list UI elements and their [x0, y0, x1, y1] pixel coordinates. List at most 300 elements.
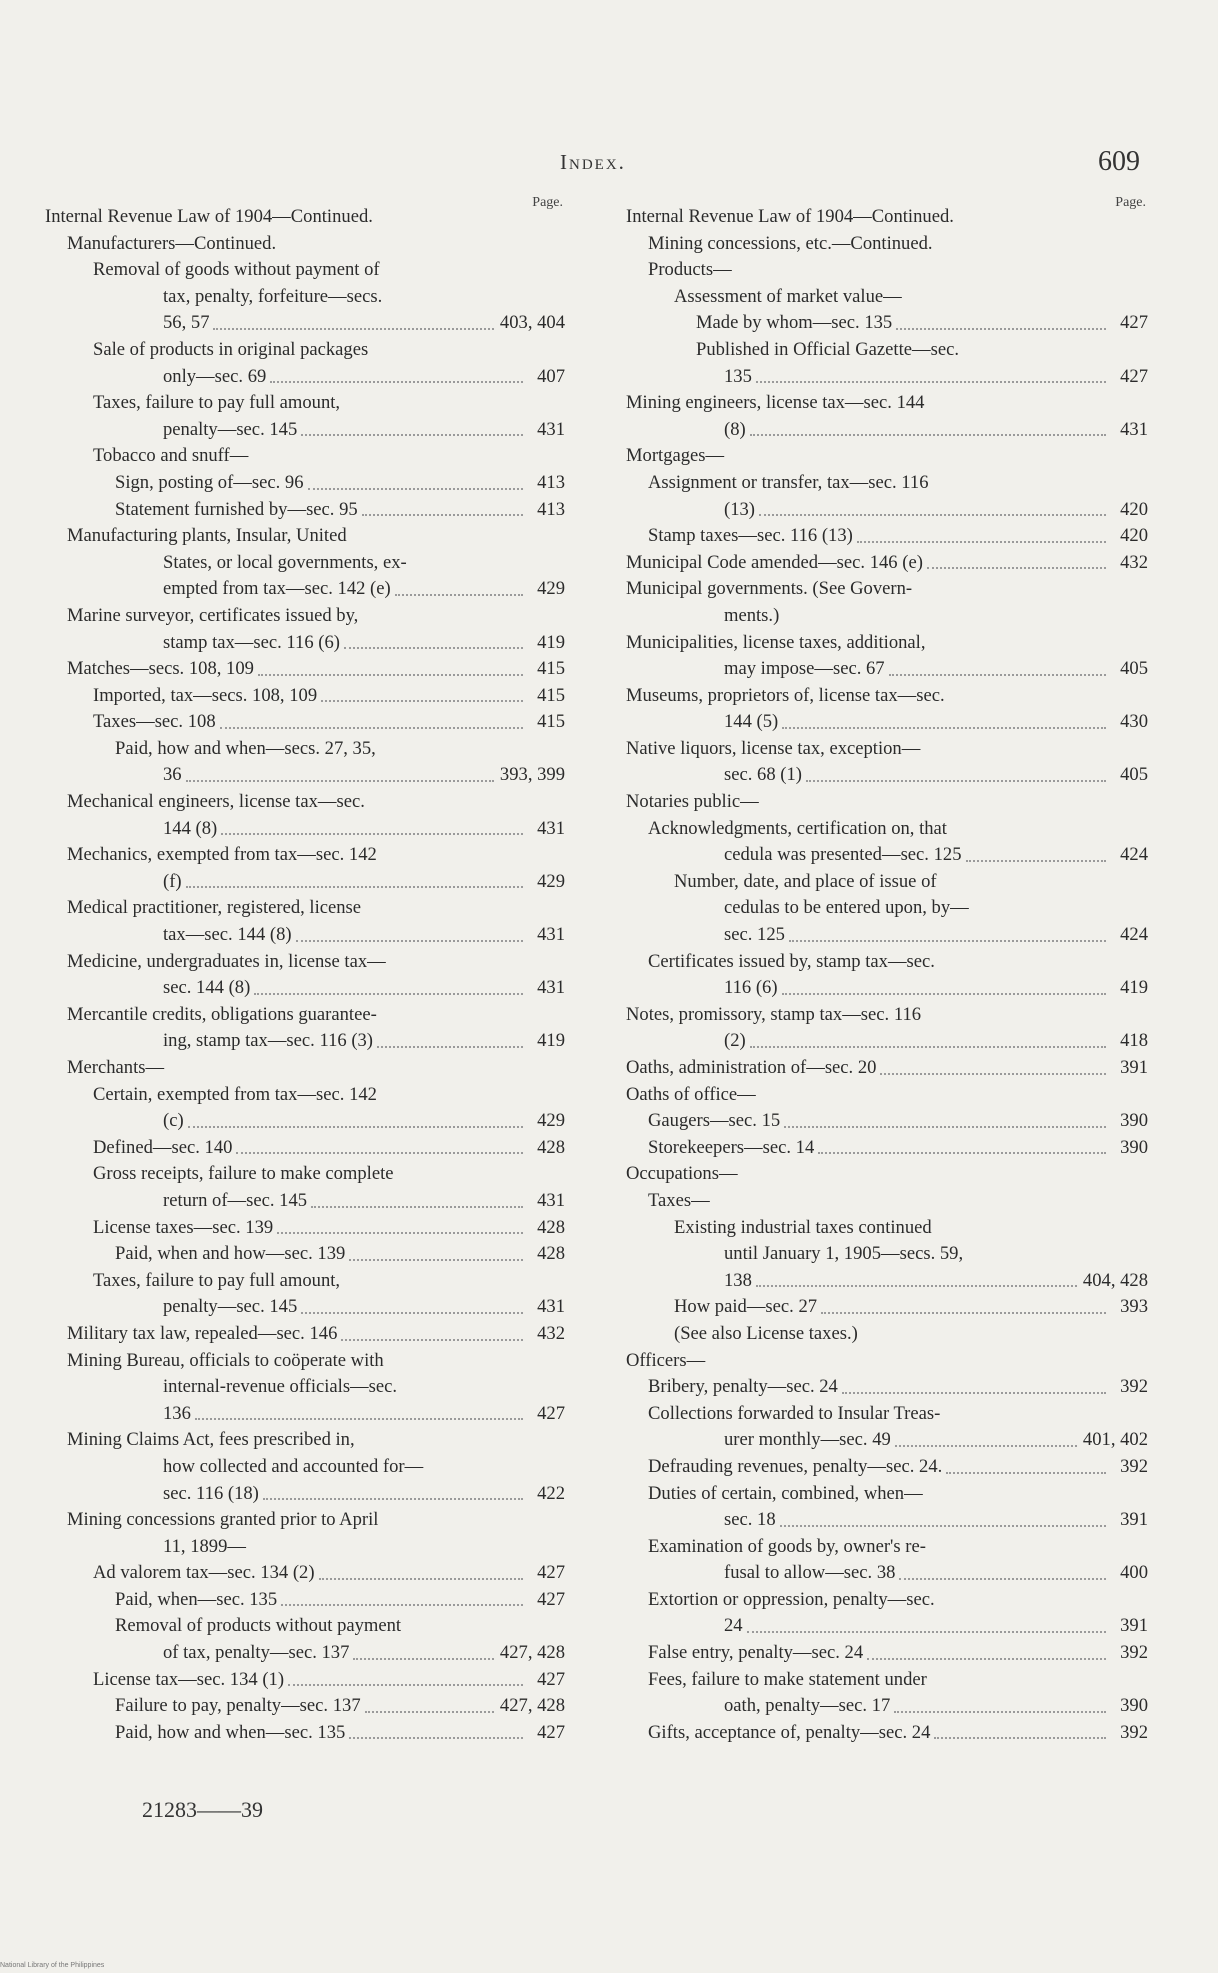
entry-page: 405 [1120, 658, 1148, 680]
entry-text: Merchants— [67, 1057, 165, 1078]
entry-text: Acknowledgments, certification on, that [648, 817, 947, 839]
entry-page: 432 [1120, 551, 1148, 573]
index-entry [45, 1640, 565, 1667]
index-entry [45, 337, 565, 364]
entry-text: Internal Revenue Law of 1904—Continued. [626, 206, 954, 227]
index-entry [626, 1268, 1148, 1295]
entry-text: Tobacco and snuff— [93, 445, 249, 467]
dot-leader [782, 993, 1106, 995]
entry-page: 431 [537, 924, 565, 946]
entry-text: Native liquors, license tax, exception— [626, 737, 921, 759]
index-entry [45, 1348, 565, 1375]
index-entry [45, 1427, 565, 1454]
entry-page: 420 [1120, 525, 1148, 547]
entry-page: 393 [1120, 1296, 1148, 1318]
dot-leader [894, 1711, 1106, 1713]
index-entry [626, 789, 1148, 816]
index-entry [626, 1401, 1148, 1428]
entry-text: Existing industrial taxes continued [674, 1216, 932, 1238]
entry-text: stamp tax—sec. 116 (6) [163, 631, 340, 653]
index-entry [45, 1108, 565, 1135]
entry-text: Paid, when and how—sec. 139 [115, 1243, 346, 1265]
index-column-right [626, 195, 1148, 1746]
index-entry [626, 1560, 1148, 1587]
index-entry [45, 1188, 565, 1215]
entry-text: Mining Claims Act, fees prescribed in, [67, 1429, 355, 1451]
index-entry [45, 949, 565, 976]
entry-text: Statement furnished by—sec. 95 [115, 498, 358, 520]
dot-leader [365, 1711, 494, 1713]
entry-text: sec. 68 (1) [724, 764, 802, 786]
dot-leader [747, 1631, 1106, 1633]
index-entry [626, 550, 1148, 577]
entry-page: 392 [1120, 1721, 1148, 1743]
index-entry [45, 1613, 565, 1640]
entry-text: Removal of products without payment [115, 1615, 402, 1637]
entry-text: Municipal Code amended—sec. 146 (e) [626, 551, 923, 573]
entry-text: Extortion or oppression, penalty—sec. [648, 1588, 935, 1610]
entry-text: Gaugers—sec. 15 [648, 1110, 781, 1132]
index-entry [45, 736, 565, 763]
index-entry [45, 1454, 565, 1481]
entry-text: of tax, penalty—sec. 137 [163, 1642, 350, 1664]
index-entry [45, 1055, 565, 1082]
entry-text: Defrauding revenues, penalty—sec. 24. [648, 1455, 943, 1477]
entry-text: sec. 125 [724, 924, 785, 946]
entry-page: 431 [1120, 418, 1148, 440]
dot-leader [220, 727, 523, 729]
entry-text: Mercantile credits, obligations guarantee- [67, 1003, 377, 1025]
entry-text: tax, penalty, forfeiture—secs. [163, 285, 383, 307]
index-entry [626, 603, 1148, 630]
dot-leader [349, 1259, 523, 1261]
entry-page: 393, 399 [499, 764, 565, 786]
entry-text: License taxes—sec. 139 [93, 1216, 274, 1238]
entry-text: Museums, proprietors of, license tax—sec. [626, 684, 945, 706]
dot-leader [782, 727, 1106, 729]
entry-text: only—sec. 69 [163, 365, 267, 387]
entry-page: 392 [1120, 1642, 1148, 1664]
dot-leader [288, 1684, 523, 1686]
dot-leader [195, 1418, 523, 1420]
entry-text: 24 [724, 1615, 743, 1637]
index-entry [626, 1241, 1148, 1268]
dot-leader [756, 381, 1106, 383]
index-entry [45, 1135, 565, 1162]
entry-page: 391 [1120, 1057, 1148, 1078]
index-entry [45, 975, 565, 1002]
index-entry [45, 1215, 565, 1242]
dot-leader [946, 1472, 1106, 1474]
entry-text: (f) [163, 870, 182, 892]
dot-leader [258, 674, 523, 676]
index-entry [45, 630, 565, 657]
entry-text: Municipal governments. (See Govern- [626, 578, 913, 600]
entry-page: 431 [537, 977, 565, 999]
dot-leader [842, 1392, 1106, 1394]
index-entry [45, 497, 565, 524]
entry-page: 390 [1120, 1110, 1148, 1132]
entry-text: Occupations— [626, 1163, 738, 1185]
entry-page: 427 [537, 1402, 565, 1424]
entry-text: Paid, how and when—secs. 27, 35, [115, 737, 376, 759]
entry-text: Mechanical engineers, license tax—sec. [67, 791, 365, 813]
entry-page: 430 [1120, 711, 1148, 733]
index-entry [626, 390, 1148, 417]
index-entry [626, 284, 1148, 311]
index-entry [626, 975, 1148, 1002]
index-entry [626, 1108, 1148, 1135]
entry-text: Manufacturers—Continued. [67, 232, 277, 254]
dot-leader [321, 700, 523, 702]
index-entry [45, 364, 565, 391]
entry-page: 407 [537, 365, 565, 387]
index-entry [626, 709, 1148, 736]
dot-leader [186, 780, 494, 782]
dot-leader [281, 1604, 523, 1606]
index-entry [45, 1002, 565, 1029]
index-entry [45, 869, 565, 896]
index-entry [626, 1161, 1148, 1188]
entry-text: 144 (8) [163, 817, 218, 839]
index-entry [45, 1374, 565, 1401]
entry-text: Manufacturing plants, Insular, United [67, 525, 347, 547]
entry-text: Military tax law, repealed—sec. 146 [67, 1322, 338, 1344]
entry-text: return of—sec. 145 [163, 1189, 308, 1211]
entry-text: sec. 144 (8) [163, 977, 251, 999]
index-entry [45, 1028, 565, 1055]
index-entry [45, 1321, 565, 1348]
index-entry [626, 231, 1148, 258]
dot-leader [934, 1737, 1106, 1739]
index-entry [45, 1481, 565, 1508]
index-entry [626, 1720, 1148, 1747]
index-entry [626, 949, 1148, 976]
index-entry [626, 337, 1148, 364]
dot-leader [899, 1578, 1106, 1580]
index-entry [45, 443, 565, 470]
index-entry [626, 1294, 1148, 1321]
entry-text: Defined—sec. 140 [93, 1136, 233, 1158]
dot-leader [221, 833, 523, 835]
entry-text: Notaries public— [626, 791, 759, 813]
entry-text: Taxes— [648, 1189, 710, 1211]
dot-leader [966, 860, 1107, 862]
entry-text: Sale of products in original packages [93, 338, 369, 360]
dot-leader [311, 1206, 523, 1208]
entry-text: Examination of goods by, owner's re- [648, 1535, 926, 1557]
index-entry [626, 310, 1148, 337]
index-entry [45, 1161, 565, 1188]
index-entry [626, 1002, 1148, 1029]
entry-text: penalty—sec. 145 [163, 418, 298, 440]
index-entry [45, 842, 565, 869]
index-entry [626, 1188, 1148, 1215]
dot-leader [395, 594, 523, 596]
entry-page: 427 [537, 1562, 565, 1584]
entry-text: Made by whom—sec. 135 [696, 312, 893, 334]
dot-leader [377, 1046, 523, 1048]
page-column-label: Page. [1115, 195, 1146, 210]
index-entry [45, 523, 565, 550]
dot-leader [362, 514, 523, 516]
entry-page: 390 [1120, 1136, 1148, 1158]
dot-leader [756, 1285, 1077, 1287]
index-entry [626, 1055, 1148, 1082]
index-entry [626, 656, 1148, 683]
entry-text: False entry, penalty—sec. 24 [648, 1642, 864, 1664]
dot-leader [857, 541, 1106, 543]
page-column-label: Page. [532, 195, 563, 210]
entry-page: 431 [537, 418, 565, 440]
entry-text: Medicine, undergraduates in, license tax— [67, 950, 386, 972]
index-column-left [45, 195, 565, 1746]
entry-text: (13) [724, 498, 755, 520]
index-entry [45, 1534, 565, 1561]
entry-text: (8) [724, 418, 746, 440]
index-entry [626, 895, 1148, 922]
dot-leader [895, 1445, 1077, 1447]
entry-text: urer monthly—sec. 49 [724, 1429, 891, 1451]
entry-text: (c) [163, 1110, 184, 1132]
page-header [0, 146, 1218, 186]
entry-page: 415 [537, 711, 565, 733]
index-entry [626, 1667, 1148, 1694]
entry-text: Gross receipts, failure to make complete [93, 1163, 394, 1185]
entry-text: oath, penalty—sec. 17 [724, 1695, 891, 1717]
entry-text: 138 [724, 1269, 752, 1291]
dot-leader [341, 1339, 523, 1341]
index-entry [626, 1534, 1148, 1561]
index-entry [45, 390, 565, 417]
index-entry [626, 1481, 1148, 1508]
entry-text: (See also License taxes.) [674, 1322, 858, 1344]
entry-page: 427 [537, 1721, 565, 1743]
entry-page: 392 [1120, 1455, 1148, 1477]
entry-page: 392 [1120, 1376, 1148, 1398]
dot-leader [188, 1126, 523, 1128]
entry-text: 135 [724, 365, 752, 387]
footer-note: National Library of the Philippines [0, 1962, 105, 1969]
index-entry [626, 1693, 1148, 1720]
entry-text: Paid, how and when—sec. 135 [115, 1721, 346, 1743]
dot-leader [319, 1578, 523, 1580]
index-entry [626, 1427, 1148, 1454]
index-entry [45, 310, 565, 337]
dot-leader [880, 1073, 1106, 1075]
entry-text: Notes, promissory, stamp tax—sec. 116 [626, 1003, 922, 1025]
entry-text: Taxes, failure to pay full amount, [93, 1269, 341, 1291]
entry-text: Assessment of market value— [674, 285, 902, 307]
dot-leader [263, 1498, 523, 1500]
index-entry [626, 630, 1148, 657]
entry-page: 404, 428 [1082, 1269, 1148, 1291]
index-entry [626, 1028, 1148, 1055]
entry-text: cedula was presented—sec. 125 [724, 844, 962, 866]
index-entry [45, 1241, 565, 1268]
entry-text: Published in Official Gazette—sec. [696, 338, 959, 360]
index-entry [626, 1321, 1148, 1348]
entry-text: Taxes, failure to pay full amount, [93, 392, 341, 414]
entry-text: Collections forwarded to Insular Treas- [648, 1402, 941, 1424]
dot-leader [186, 886, 523, 888]
entry-text: fusal to allow—sec. 38 [724, 1562, 896, 1584]
index-entry [626, 1640, 1148, 1667]
index-entry [45, 816, 565, 843]
entry-text: sec. 116 (18) [163, 1482, 259, 1504]
dot-leader [896, 328, 1106, 330]
dot-leader [821, 1312, 1106, 1314]
entry-text: Officers— [626, 1349, 706, 1371]
dot-leader [927, 567, 1106, 569]
index-entry [626, 576, 1148, 603]
entry-page: 424 [1120, 844, 1148, 866]
entry-text: 36 [163, 764, 182, 786]
dot-leader [750, 434, 1106, 436]
entry-text: States, or local governments, ex- [163, 551, 407, 573]
entry-text: Number, date, and place of issue of [674, 870, 937, 892]
index-entry [45, 550, 565, 577]
dot-leader [270, 381, 523, 383]
entry-text: Mortgages— [626, 445, 725, 467]
entry-text: License tax—sec. 134 (1) [93, 1668, 285, 1690]
entry-text: Matches—secs. 108, 109 [67, 658, 254, 680]
entry-page: 390 [1120, 1695, 1148, 1717]
dot-leader [780, 1525, 1106, 1527]
entry-text: Duties of certain, combined, when— [648, 1482, 923, 1504]
entry-page: 427, 428 [499, 1642, 565, 1664]
entry-text: Removal of goods without payment of [93, 259, 380, 281]
entry-page: 427 [1120, 365, 1148, 387]
entry-page: 419 [537, 631, 565, 653]
index-entry [626, 1454, 1148, 1481]
entry-text: Marine surveyor, certificates issued by, [67, 604, 359, 626]
entry-page: 431 [537, 817, 565, 839]
index-entry [45, 1507, 565, 1534]
index-entry [45, 470, 565, 497]
entry-text: Gifts, acceptance of, penalty—sec. 24 [648, 1721, 931, 1743]
entry-text: Mechanics, exempted from tax—sec. 142 [67, 844, 377, 866]
running-title: Index. [560, 150, 626, 174]
dot-leader [353, 1658, 494, 1660]
entry-text: internal-revenue officials—sec. [163, 1376, 398, 1398]
entry-text: Mining concessions granted prior to April [67, 1509, 379, 1531]
dot-leader [789, 940, 1106, 942]
entry-text: Assignment or transfer, tax—sec. 116 [648, 471, 929, 493]
entry-text: Sign, posting of—sec. 96 [115, 471, 304, 493]
entry-page: 413 [537, 498, 565, 520]
index-entry [626, 1587, 1148, 1614]
index-entry [45, 1693, 565, 1720]
entry-page: 401, 402 [1082, 1429, 1148, 1451]
entry-text: tax—sec. 144 (8) [163, 924, 292, 946]
index-entry [626, 762, 1148, 789]
entry-page: 429 [537, 1110, 565, 1132]
dot-leader [277, 1232, 523, 1234]
entry-text: Paid, when—sec. 135 [115, 1588, 278, 1610]
index-entry [626, 497, 1148, 524]
index-entry [45, 1268, 565, 1295]
index-entry [626, 816, 1148, 843]
index-entry [626, 869, 1148, 896]
entry-page: 427 [537, 1588, 565, 1610]
dot-leader [213, 328, 493, 330]
entry-page: 413 [537, 471, 565, 493]
entry-text: Ad valorem tax—sec. 134 (2) [93, 1562, 315, 1584]
dot-leader [750, 1046, 1106, 1048]
index-entry [45, 1082, 565, 1109]
index-entry [45, 1560, 565, 1587]
entry-page: 428 [537, 1216, 565, 1238]
entry-text: sec. 18 [724, 1509, 776, 1531]
entry-text: Products— [648, 259, 732, 281]
dot-leader [254, 993, 523, 995]
index-entry [45, 1667, 565, 1694]
entry-text: Certificates issued by, stamp tax—sec. [648, 950, 935, 972]
entry-page: 428 [537, 1243, 565, 1265]
entry-page: 400 [1120, 1562, 1148, 1584]
index-entry [45, 922, 565, 949]
index-entry [626, 417, 1148, 444]
index-entry [45, 1401, 565, 1428]
entry-text: 136 [163, 1402, 191, 1424]
index-entry [626, 1082, 1148, 1109]
index-entry [626, 1613, 1148, 1640]
entry-text: may impose—sec. 67 [724, 658, 885, 680]
entry-text: Certain, exempted from tax—sec. 142 [93, 1083, 377, 1105]
index-entry [626, 736, 1148, 763]
index-entry [626, 842, 1148, 869]
index-entry [626, 204, 1148, 231]
entry-text: How paid—sec. 27 [674, 1296, 818, 1318]
entry-page: 429 [537, 578, 565, 600]
entry-text: Mining Bureau, officials to coöperate with [67, 1349, 384, 1371]
entry-text: Medical practitioner, registered, license [67, 897, 362, 919]
entry-page: 403, 404 [499, 312, 565, 334]
index-entry [626, 1135, 1148, 1162]
entry-text: ments.) [724, 604, 780, 626]
entry-page: 427 [537, 1668, 565, 1690]
entry-text: penalty—sec. 145 [163, 1296, 298, 1318]
index-entry [45, 204, 565, 231]
dot-leader [349, 1737, 523, 1739]
index-entry [45, 895, 565, 922]
index-entry [45, 257, 565, 284]
entry-text: Oaths, administration of—sec. 20 [626, 1057, 877, 1078]
entry-text: Imported, tax—secs. 108, 109 [93, 684, 318, 706]
dot-leader [296, 940, 523, 942]
entry-page: 431 [537, 1189, 565, 1211]
entry-page: 427, 428 [499, 1695, 565, 1717]
entry-text: Stamp taxes—sec. 116 (13) [648, 525, 853, 547]
dot-leader [301, 1312, 523, 1314]
page-number: 609 [1098, 146, 1140, 177]
entry-text: Municipalities, license taxes, additional, [626, 631, 926, 653]
entry-page: 419 [1120, 977, 1148, 999]
entry-page: 419 [537, 1030, 565, 1052]
index-entry [45, 284, 565, 311]
entry-text: Storekeepers—sec. 14 [648, 1136, 815, 1158]
dot-leader [344, 647, 523, 649]
entry-page: 422 [537, 1482, 565, 1504]
entry-text: Internal Revenue Law of 1904—Continued. [45, 206, 373, 227]
entry-text: until January 1, 1905—secs. 59, [724, 1243, 964, 1265]
entry-page: 391 [1120, 1615, 1148, 1637]
index-entry [45, 683, 565, 710]
entry-text: 144 (5) [724, 711, 779, 733]
entry-page: 420 [1120, 498, 1148, 520]
entry-text: 11, 1899— [163, 1535, 246, 1557]
